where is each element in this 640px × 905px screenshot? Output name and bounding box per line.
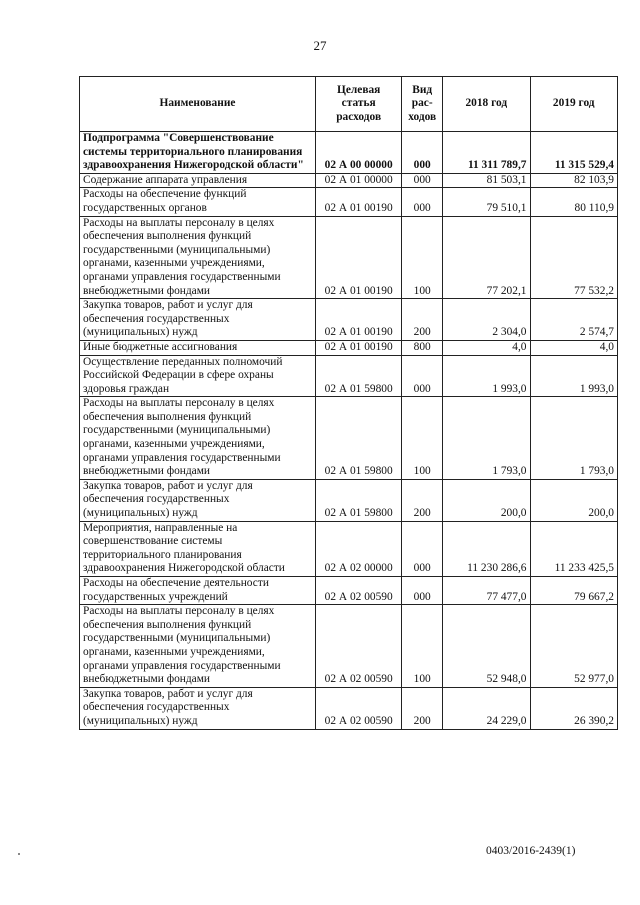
row-target-article: 02 А 02 00590 <box>315 577 401 605</box>
row-name: Расходы на обеспечение функций государственных органов <box>80 188 316 216</box>
row-name: Содержание аппарата управления <box>80 173 316 188</box>
header-target-article: Целевая статья расходов <box>315 77 401 132</box>
row-name: Расходы на выплаты персоналу в целях обеспечения выполнения функций государственными (муниципальными) органами, казенными учреждениями, органами управления государственными внебюджетными фондами <box>80 605 316 688</box>
row-target-article: 02 А 01 59800 <box>315 397 401 480</box>
table-row <box>80 340 618 355</box>
row-expense-kind: 000 <box>402 132 443 174</box>
row-amount-2019: 1 993,0 <box>530 355 618 397</box>
table-row <box>80 521 618 576</box>
row-expense-kind: 200 <box>402 687 443 729</box>
row-target-article: 02 А 01 59800 <box>315 479 401 521</box>
budget-table <box>79 76 618 730</box>
row-amount-2019: 82 103,9 <box>530 173 618 188</box>
table-row <box>80 132 618 174</box>
table-row <box>80 479 618 521</box>
table-row <box>80 605 618 688</box>
row-expense-kind: 000 <box>402 355 443 397</box>
row-target-article: 02 А 01 59800 <box>315 355 401 397</box>
row-expense-kind: 200 <box>402 479 443 521</box>
header-expense-kind: Вид рас-ходов <box>402 77 443 132</box>
row-amount-2018: 200,0 <box>443 479 530 521</box>
row-name: Закупка товаров, работ и услуг для обеспечения государственных (муниципальных) нужд <box>80 479 316 521</box>
row-expense-kind: 100 <box>402 605 443 688</box>
row-expense-kind: 100 <box>402 216 443 299</box>
row-name: Расходы на обеспечение деятельности государственных учреждений <box>80 577 316 605</box>
row-name: Расходы на выплаты персоналу в целях обеспечения выполнения функций государственными (муниципальными) органами, казенными учреждениями, органами управления государственными внебюджетными фондами <box>80 397 316 480</box>
row-amount-2019: 80 110,9 <box>530 188 618 216</box>
row-amount-2019: 11 315 529,4 <box>530 132 618 174</box>
row-amount-2018: 2 304,0 <box>443 299 530 341</box>
row-amount-2018: 11 230 286,6 <box>443 521 530 576</box>
table-row <box>80 577 618 605</box>
row-amount-2019: 52 977,0 <box>530 605 618 688</box>
row-target-article: 02 А 01 00190 <box>315 216 401 299</box>
header-name: Наименование <box>80 77 316 132</box>
row-amount-2019: 79 667,2 <box>530 577 618 605</box>
row-name: Мероприятия, направленные на совершенствование системы территориального планирования здравоохранения Нижегородской области <box>80 521 316 576</box>
row-amount-2018: 24 229,0 <box>443 687 530 729</box>
row-amount-2018: 77 477,0 <box>443 577 530 605</box>
table-row <box>80 216 618 299</box>
row-amount-2019: 4,0 <box>530 340 618 355</box>
header-2018: 2018 год <box>443 77 530 132</box>
row-amount-2019: 77 532,2 <box>530 216 618 299</box>
row-amount-2019: 1 793,0 <box>530 397 618 480</box>
row-expense-kind: 200 <box>402 299 443 341</box>
row-name: Иные бюджетные ассигнования <box>80 340 316 355</box>
row-name: Закупка товаров, работ и услуг для обеспечения государственных (муниципальных) нужд <box>80 299 316 341</box>
table-row <box>80 397 618 480</box>
row-expense-kind: 000 <box>402 173 443 188</box>
page-number: 27 <box>313 38 327 53</box>
table-row <box>80 173 618 188</box>
row-target-article: 02 А 01 00000 <box>315 173 401 188</box>
row-target-article: 02 А 01 00190 <box>315 299 401 341</box>
row-amount-2018: 81 503,1 <box>443 173 530 188</box>
row-target-article: 02 А 01 00190 <box>315 340 401 355</box>
row-amount-2018: 79 510,1 <box>443 188 530 216</box>
row-amount-2019: 26 390,2 <box>530 687 618 729</box>
row-amount-2018: 77 202,1 <box>443 216 530 299</box>
table-row <box>80 355 618 397</box>
row-expense-kind: 800 <box>402 340 443 355</box>
row-expense-kind: 000 <box>402 577 443 605</box>
row-name: Подпрограмма "Совершенствование системы территориального планирования здравоохранения Нижегородской области" <box>80 132 316 174</box>
table-header-row <box>80 77 618 132</box>
table-row <box>80 687 618 729</box>
row-amount-2018: 1 793,0 <box>443 397 530 480</box>
row-amount-2018: 4,0 <box>443 340 530 355</box>
row-amount-2019: 2 574,7 <box>530 299 618 341</box>
row-target-article: 02 А 02 00590 <box>315 605 401 688</box>
row-expense-kind: 000 <box>402 521 443 576</box>
row-target-article: 02 А 00 00000 <box>315 132 401 174</box>
table-row <box>80 299 618 341</box>
document-code: 0403/2016-2439(1) <box>486 845 576 857</box>
row-target-article: 02 А 02 00590 <box>315 687 401 729</box>
row-amount-2019: 11 233 425,5 <box>530 521 618 576</box>
header-2019: 2019 год <box>530 77 618 132</box>
row-amount-2018: 1 993,0 <box>443 355 530 397</box>
scan-speck <box>18 853 20 855</box>
row-target-article: 02 А 02 00000 <box>315 521 401 576</box>
row-name: Закупка товаров, работ и услуг для обеспечения государственных (муниципальных) нужд <box>80 687 316 729</box>
table-row <box>80 188 618 216</box>
row-expense-kind: 100 <box>402 397 443 480</box>
row-name: Расходы на выплаты персоналу в целях обеспечения выполнения функций государственными (муниципальными) органами, казенными учреждениями, органами управления государственными внебюджетными фондами <box>80 216 316 299</box>
row-target-article: 02 А 01 00190 <box>315 188 401 216</box>
row-amount-2018: 52 948,0 <box>443 605 530 688</box>
row-expense-kind: 000 <box>402 188 443 216</box>
row-name: Осуществление переданных полномочий Российской Федерации в сфере охраны здоровья граждан <box>80 355 316 397</box>
row-amount-2019: 200,0 <box>530 479 618 521</box>
row-amount-2018: 11 311 789,7 <box>443 132 530 174</box>
